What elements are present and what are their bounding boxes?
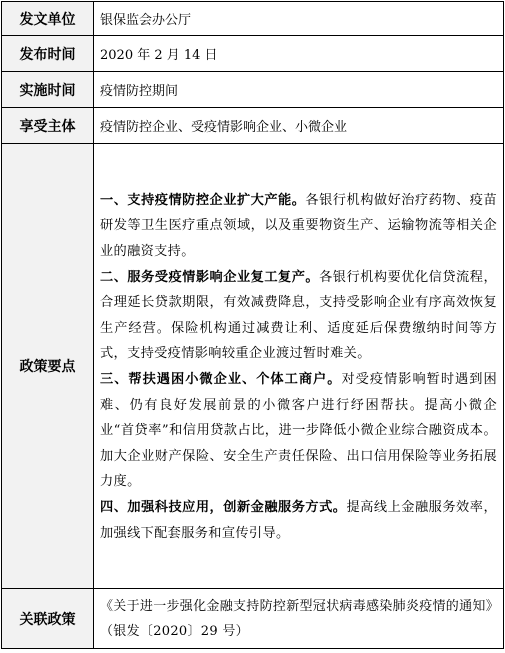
point-heading: 四、加强科技应用，创新金融服务方式。: [100, 499, 347, 515]
point-item-1: [100, 188, 497, 265]
row-points: [2, 144, 504, 589]
points-content: [94, 144, 504, 589]
row-issuer: [2, 2, 504, 36]
period-label: 实施时间: [2, 72, 94, 108]
beneficiary-label: 享受主体: [2, 108, 94, 144]
point-heading: 一、支持疫情防控企业扩大产能。: [100, 192, 306, 208]
date-value: 2020 年 2 月 14 日: [94, 36, 504, 72]
point-text: 各银行机构做好治疗药物、疫苗研发等卫生医疗重点领域，以及重要物资生产、运输物流等相关企业的融资支持。: [100, 192, 497, 260]
point-item-4: [100, 495, 497, 546]
issuer-value: 银保监会办公厅: [94, 2, 504, 36]
date-label: 发布时间: [2, 36, 94, 72]
point-item-3: [100, 367, 497, 495]
period-value: 疫情防控期间: [94, 72, 504, 108]
point-text: 提高线上金融服务效率，加强线下配套服务和宣传引导。: [100, 499, 497, 541]
issuer-label: 发文单位: [2, 2, 94, 36]
beneficiary-value: 疫情防控企业、受疫情影响企业、小微企业: [94, 108, 504, 144]
row-date: [2, 36, 504, 72]
row-related: [2, 589, 504, 649]
point-item-2: [100, 265, 497, 367]
policy-table: [1, 1, 504, 649]
row-beneficiary: [2, 108, 504, 144]
related-label: 关联政策: [2, 589, 94, 649]
point-heading: 二、服务受疫情影响企业复工复产。: [100, 269, 320, 285]
row-period: [2, 72, 504, 108]
point-text: 对受疫情影响暂时遇到困难、仍有良好发展前景的小微客户进行纾困帮扶。提高小微企业“首贷率”和信用贷款占比，进一步降低小微企业综合融资成本。加大企业财产保险、安全生产责任保险、出口信用保险等业务拓展力度。: [100, 372, 497, 490]
point-text: 各银行机构要优化信贷流程，合理延长贷款期限，有效减费降息，支持受影响企业有序高效恢复生产经营。保险机构通过减费让利、适度延后保费缴纳时间等方式，支持受疫情影响较重企业渡过暂时难关。: [100, 269, 497, 362]
related-value: 《关于进一步强化金融支持防控新型冠状病毒感染肺炎疫情的通知》（银发〔2020〕29 号）: [94, 589, 504, 649]
points-label: 政策要点: [2, 144, 94, 589]
point-heading: 三、帮扶遇困小微企业、个体工商户。: [100, 372, 342, 387]
